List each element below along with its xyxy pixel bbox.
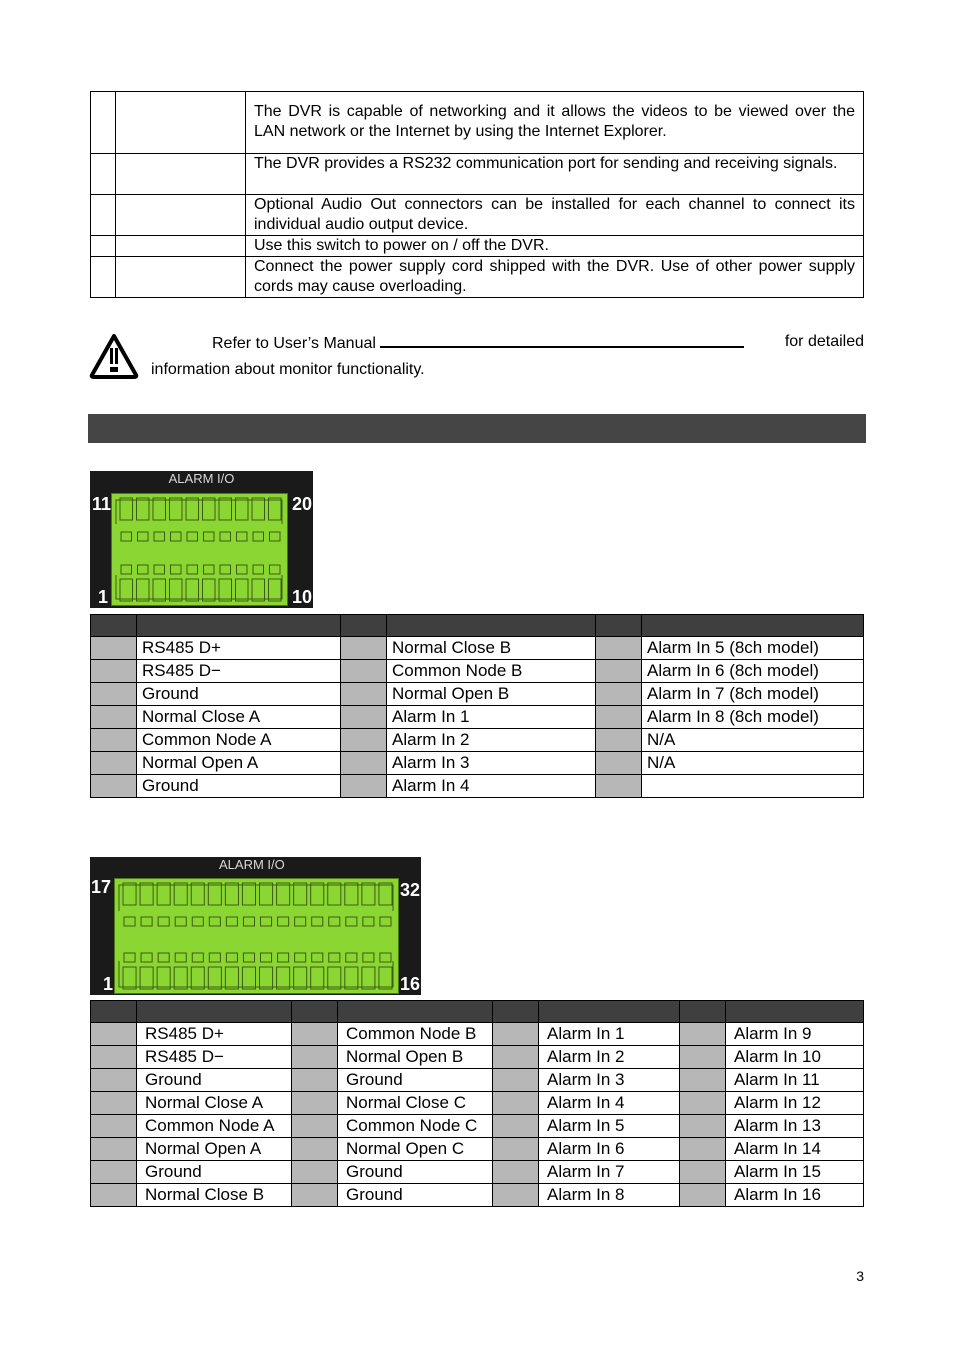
pin-function-cell: Alarm In 2 bbox=[539, 1046, 680, 1069]
table-row bbox=[91, 1069, 864, 1092]
terminal-screw bbox=[380, 917, 391, 926]
terminal-screw bbox=[204, 532, 215, 541]
terminal-slot bbox=[153, 579, 166, 601]
terminal-screw bbox=[380, 953, 391, 962]
terminal-screw bbox=[295, 917, 306, 926]
pin-number-cell bbox=[91, 637, 137, 660]
pin-function-cell: Alarm In 11 bbox=[726, 1069, 864, 1092]
terminal-slot bbox=[328, 967, 341, 989]
pin-table-8ch bbox=[90, 614, 864, 798]
terminal-slot bbox=[123, 967, 136, 989]
feature-description: Use this switch to power on / off the DVR. bbox=[246, 236, 864, 257]
pin-function-cell bbox=[642, 775, 864, 798]
terminal-screw bbox=[158, 917, 169, 926]
terminal-screw bbox=[363, 917, 374, 926]
feature-description: The DVR is capable of networking and it allows the videos to be viewed over the LAN network or the Internet by using the Internet Explorer. bbox=[246, 92, 864, 154]
terminal-slot bbox=[137, 498, 150, 520]
pin-number-cell bbox=[91, 683, 137, 706]
page-number: 3 bbox=[856, 1268, 864, 1284]
pin-number-label: 17 bbox=[91, 877, 112, 897]
terminal-screw bbox=[141, 953, 152, 962]
terminal-screw bbox=[192, 953, 203, 962]
pin-number-cell bbox=[91, 706, 137, 729]
terminal-slot bbox=[219, 579, 232, 601]
terminal-screw bbox=[141, 917, 152, 926]
pin-function-cell: Alarm In 4 bbox=[539, 1092, 680, 1115]
terminal-slot bbox=[170, 579, 183, 601]
terminal-slot bbox=[260, 883, 273, 905]
pin-function-cell: Common Node C bbox=[338, 1115, 493, 1138]
pin-number-cell bbox=[680, 1092, 726, 1115]
pin-number-cell bbox=[493, 1161, 539, 1184]
terminal-slot bbox=[277, 967, 290, 989]
terminal-slot bbox=[311, 883, 324, 905]
pin-function-cell: Normal Close A bbox=[137, 1092, 292, 1115]
table-row bbox=[91, 257, 864, 298]
terminal-slot bbox=[242, 883, 255, 905]
pin-function-cell: Normal Open C bbox=[338, 1138, 493, 1161]
pin-function-cell: Ground bbox=[338, 1069, 493, 1092]
pin-number-cell bbox=[596, 706, 642, 729]
table-row bbox=[91, 1092, 864, 1115]
note-line-2: information about monitor functionality. bbox=[151, 361, 425, 378]
pin-function-cell: RS485 D− bbox=[137, 1046, 292, 1069]
pin-number-label: 1 bbox=[98, 587, 109, 607]
connector-label: ALARM I/O bbox=[168, 471, 235, 486]
pin-function-cell: RS485 D+ bbox=[137, 637, 341, 660]
terminal-screw bbox=[226, 953, 237, 962]
terminal-slot bbox=[186, 579, 199, 601]
terminal-screw bbox=[171, 565, 182, 574]
terminal-slot bbox=[362, 883, 375, 905]
terminal-block-graphic bbox=[112, 494, 287, 605]
pin-number-cell bbox=[493, 1115, 539, 1138]
pin-number-cell bbox=[493, 1092, 539, 1115]
pin-function-cell: Common Node B bbox=[338, 1023, 493, 1046]
terminal-screw bbox=[363, 953, 374, 962]
terminal-slot bbox=[269, 498, 282, 520]
note-line bbox=[212, 332, 864, 354]
terminal-slot bbox=[311, 967, 324, 989]
terminal-screw bbox=[124, 953, 135, 962]
note-text-before: Refer to User’s Manual bbox=[212, 335, 376, 352]
pin-number-cell bbox=[341, 683, 387, 706]
terminal-screw bbox=[220, 565, 231, 574]
table-row bbox=[91, 154, 864, 195]
pin-number-cell bbox=[596, 729, 642, 752]
terminal-screw bbox=[138, 565, 149, 574]
terminal-screw bbox=[237, 565, 248, 574]
pin-function-cell: N/A bbox=[642, 729, 864, 752]
feature-description: Optional Audio Out connectors can be installed for each channel to connect its individual audio output device. bbox=[246, 195, 864, 236]
terminal-slot bbox=[191, 883, 204, 905]
terminal-screw bbox=[124, 917, 135, 926]
terminal-slot bbox=[157, 967, 170, 989]
terminal-slot bbox=[157, 883, 170, 905]
alarm-io-connector-image bbox=[90, 471, 313, 608]
pin-number-cell bbox=[680, 1115, 726, 1138]
pin-function-cell: Normal Open A bbox=[137, 1138, 292, 1161]
table-row bbox=[91, 660, 864, 683]
pin-function-cell: Alarm In 7 bbox=[539, 1161, 680, 1184]
terminal-block bbox=[114, 878, 399, 994]
terminal-slot bbox=[170, 498, 183, 520]
terminal-slot bbox=[379, 883, 392, 905]
pin-function-cell: Alarm In 13 bbox=[726, 1115, 864, 1138]
terminal-screw bbox=[278, 953, 289, 962]
pin-number-cell bbox=[680, 1023, 726, 1046]
pin-function-cell: Normal Open B bbox=[387, 683, 596, 706]
terminal-screw bbox=[209, 953, 220, 962]
pin-number-cell bbox=[680, 1184, 726, 1207]
pin-function-cell: Alarm In 8 (8ch model) bbox=[642, 706, 864, 729]
pin-function-cell: Common Node A bbox=[137, 1115, 292, 1138]
pin-number-cell bbox=[493, 1138, 539, 1161]
terminal-slot bbox=[379, 967, 392, 989]
pin-number-label: 16 bbox=[399, 974, 420, 994]
pin-function-cell: Alarm In 15 bbox=[726, 1161, 864, 1184]
terminal-slot bbox=[203, 579, 216, 601]
pin-number-label: 32 bbox=[399, 880, 420, 900]
pin-number-cell bbox=[91, 1184, 137, 1207]
terminal-slot bbox=[294, 883, 307, 905]
pin-number-cell bbox=[680, 1069, 726, 1092]
pin-number-cell bbox=[91, 1069, 137, 1092]
terminal-slot bbox=[277, 883, 290, 905]
pin-number-cell bbox=[596, 775, 642, 798]
pin-number-cell bbox=[341, 752, 387, 775]
pin-number-cell bbox=[596, 752, 642, 775]
table-row bbox=[91, 1161, 864, 1184]
pin-function-cell: Alarm In 7 (8ch model) bbox=[642, 683, 864, 706]
pin-function-cell: Ground bbox=[137, 683, 341, 706]
terminal-slot bbox=[225, 883, 238, 905]
terminal-slot bbox=[153, 498, 166, 520]
pin-number-cell bbox=[596, 660, 642, 683]
terminal-screw bbox=[243, 917, 254, 926]
pin-number-cell bbox=[292, 1184, 338, 1207]
pin-function-cell: Alarm In 4 bbox=[387, 775, 596, 798]
pin-function-cell: Ground bbox=[338, 1184, 493, 1207]
pin-number-cell bbox=[341, 706, 387, 729]
terminal-screw bbox=[171, 532, 182, 541]
feature-description: The DVR provides a RS232 communication port for sending and receiving signals. bbox=[246, 154, 864, 195]
pin-function-cell: Alarm In 1 bbox=[387, 706, 596, 729]
terminal-screw bbox=[220, 532, 231, 541]
pin-number-cell bbox=[91, 1023, 137, 1046]
terminal-slot bbox=[137, 579, 150, 601]
pin-number-cell bbox=[91, 1115, 137, 1138]
pin-number-cell bbox=[341, 729, 387, 752]
terminal-screw bbox=[158, 953, 169, 962]
pin-number-cell bbox=[493, 1184, 539, 1207]
terminal-screw bbox=[175, 917, 186, 926]
terminal-slot bbox=[123, 883, 136, 905]
pin-function-cell: RS485 D+ bbox=[137, 1023, 292, 1046]
terminal-slot bbox=[242, 967, 255, 989]
terminal-screw bbox=[253, 532, 264, 541]
pin-number-cell bbox=[493, 1069, 539, 1092]
terminal-block-graphic bbox=[115, 879, 398, 993]
pin-function-cell: Normal Close C bbox=[338, 1092, 493, 1115]
pin-number-label: 1 bbox=[103, 974, 114, 994]
terminal-screw bbox=[226, 917, 237, 926]
terminal-slot bbox=[120, 579, 133, 601]
pin-number-cell bbox=[292, 1115, 338, 1138]
terminal-screw bbox=[237, 532, 248, 541]
pin-function-cell: Alarm In 9 bbox=[726, 1023, 864, 1046]
pin-function-cell: Alarm In 5 bbox=[539, 1115, 680, 1138]
terminal-screw bbox=[175, 953, 186, 962]
terminal-screw bbox=[204, 565, 215, 574]
pin-function-cell: Alarm In 6 bbox=[539, 1138, 680, 1161]
terminal-screw bbox=[261, 917, 272, 926]
pin-function-cell: Ground bbox=[137, 775, 341, 798]
pin-number-cell bbox=[91, 1092, 137, 1115]
pin-function-cell: Alarm In 5 (8ch model) bbox=[642, 637, 864, 660]
pin-number-cell bbox=[341, 775, 387, 798]
terminal-slot bbox=[120, 498, 133, 520]
pin-function-cell: Ground bbox=[137, 1161, 292, 1184]
terminal-screw bbox=[209, 917, 220, 926]
note-text-after: for detailed bbox=[784, 333, 864, 350]
terminal-screw bbox=[261, 953, 272, 962]
terminal-screw bbox=[243, 953, 254, 962]
terminal-screw bbox=[192, 917, 203, 926]
pin-number-cell bbox=[91, 729, 137, 752]
pin-function-cell: Alarm In 12 bbox=[726, 1092, 864, 1115]
pin-number-cell bbox=[341, 637, 387, 660]
pin-function-cell: Ground bbox=[338, 1161, 493, 1184]
terminal-slot bbox=[140, 883, 153, 905]
pin-number-cell bbox=[596, 637, 642, 660]
pin-function-cell: Common Node B bbox=[387, 660, 596, 683]
pin-number-cell bbox=[91, 1138, 137, 1161]
pin-number-cell bbox=[493, 1023, 539, 1046]
pin-function-cell: Alarm In 10 bbox=[726, 1046, 864, 1069]
terminal-screw bbox=[154, 532, 165, 541]
pin-number-cell bbox=[292, 1069, 338, 1092]
terminal-slot bbox=[260, 967, 273, 989]
pin-number-cell bbox=[91, 1161, 137, 1184]
terminal-screw bbox=[138, 532, 149, 541]
table-row bbox=[91, 752, 864, 775]
table-row bbox=[91, 1023, 864, 1046]
section-header-bar bbox=[88, 414, 866, 443]
pin-function-cell: N/A bbox=[642, 752, 864, 775]
terminal-slot bbox=[362, 967, 375, 989]
pin-number-label: 10 bbox=[291, 587, 312, 607]
terminal-slot bbox=[345, 967, 358, 989]
pin-function-cell: Normal Close B bbox=[137, 1184, 292, 1207]
terminal-slot bbox=[225, 967, 238, 989]
terminal-screw bbox=[154, 565, 165, 574]
terminal-slot bbox=[345, 883, 358, 905]
terminal-screw bbox=[187, 532, 198, 541]
pin-number-cell bbox=[292, 1092, 338, 1115]
pin-function-cell: Alarm In 2 bbox=[387, 729, 596, 752]
terminal-slot bbox=[174, 967, 187, 989]
pin-function-cell: Ground bbox=[137, 1069, 292, 1092]
terminal-slot bbox=[203, 498, 216, 520]
pin-number-cell bbox=[292, 1161, 338, 1184]
terminal-screw bbox=[278, 917, 289, 926]
terminal-screw bbox=[329, 953, 340, 962]
terminal-screw bbox=[312, 953, 323, 962]
pin-number-cell bbox=[292, 1138, 338, 1161]
pin-function-cell: Alarm In 16 bbox=[726, 1184, 864, 1207]
terminal-slot bbox=[174, 883, 187, 905]
table-row bbox=[91, 706, 864, 729]
terminal-slot bbox=[208, 967, 221, 989]
pin-number-cell bbox=[680, 1138, 726, 1161]
table-header-row bbox=[91, 1001, 864, 1023]
manual-reference-blank bbox=[380, 332, 744, 348]
pin-number-cell bbox=[292, 1023, 338, 1046]
pin-number-label: 11 bbox=[92, 494, 112, 514]
pin-number-cell bbox=[493, 1046, 539, 1069]
caution-triangle-icon bbox=[89, 333, 139, 379]
terminal-block bbox=[111, 493, 288, 606]
pin-function-cell: Alarm In 6 (8ch model) bbox=[642, 660, 864, 683]
terminal-screw bbox=[295, 953, 306, 962]
terminal-slot bbox=[294, 967, 307, 989]
terminal-screw bbox=[329, 917, 340, 926]
pin-function-cell: Normal Open A bbox=[137, 752, 341, 775]
pin-function-cell: Normal Close B bbox=[387, 637, 596, 660]
pin-function-cell: RS485 D− bbox=[137, 660, 341, 683]
terminal-slot bbox=[219, 498, 232, 520]
pin-number-cell bbox=[680, 1046, 726, 1069]
pin-number-label: 20 bbox=[291, 494, 312, 514]
table-row bbox=[91, 236, 864, 257]
pin-number-cell bbox=[91, 1046, 137, 1069]
terminal-screw bbox=[253, 565, 264, 574]
pin-number-cell bbox=[91, 752, 137, 775]
terminal-screw bbox=[270, 565, 281, 574]
terminal-slot bbox=[328, 883, 341, 905]
pin-function-cell: Alarm In 3 bbox=[539, 1069, 680, 1092]
table-row bbox=[91, 1184, 864, 1207]
table-row bbox=[91, 195, 864, 236]
pin-function-cell: Normal Open B bbox=[338, 1046, 493, 1069]
terminal-screw bbox=[270, 532, 281, 541]
terminal-screw bbox=[312, 917, 323, 926]
table-header-row bbox=[91, 615, 864, 637]
terminal-slot bbox=[140, 967, 153, 989]
pin-number-cell bbox=[91, 775, 137, 798]
table-row bbox=[91, 729, 864, 752]
pin-function-cell: Alarm In 3 bbox=[387, 752, 596, 775]
pin-number-cell bbox=[91, 660, 137, 683]
pin-function-cell: Alarm In 8 bbox=[539, 1184, 680, 1207]
pin-function-cell: Alarm In 1 bbox=[539, 1023, 680, 1046]
terminal-slot bbox=[269, 579, 282, 601]
terminal-slot bbox=[186, 498, 199, 520]
terminal-slot bbox=[252, 579, 265, 601]
alarm-io-connector-image bbox=[90, 857, 421, 995]
table-row bbox=[91, 1138, 864, 1161]
table-row bbox=[91, 1046, 864, 1069]
table-row bbox=[91, 683, 864, 706]
terminal-slot bbox=[208, 883, 221, 905]
terminal-screw bbox=[121, 532, 132, 541]
terminal-screw bbox=[346, 953, 357, 962]
table-row bbox=[91, 1115, 864, 1138]
table-row bbox=[91, 92, 864, 154]
pin-number-cell bbox=[596, 683, 642, 706]
feature-table bbox=[90, 91, 864, 298]
pin-table-16ch bbox=[90, 1000, 864, 1207]
terminal-screw bbox=[121, 565, 132, 574]
terminal-slot bbox=[191, 967, 204, 989]
terminal-screw bbox=[346, 917, 357, 926]
pin-function-cell: Common Node A bbox=[137, 729, 341, 752]
feature-description: Connect the power supply cord shipped with the DVR. Use of other power supply cords may cause overloading. bbox=[246, 257, 864, 298]
terminal-slot bbox=[236, 579, 249, 601]
pin-number-cell bbox=[341, 660, 387, 683]
pin-number-cell bbox=[680, 1161, 726, 1184]
pin-function-cell: Alarm In 14 bbox=[726, 1138, 864, 1161]
connector-label: ALARM I/O bbox=[219, 857, 285, 872]
table-row bbox=[91, 637, 864, 660]
terminal-slot bbox=[252, 498, 265, 520]
table-row bbox=[91, 775, 864, 798]
pin-number-cell bbox=[292, 1046, 338, 1069]
terminal-slot bbox=[236, 498, 249, 520]
pin-function-cell: Normal Close A bbox=[137, 706, 341, 729]
terminal-screw bbox=[187, 565, 198, 574]
